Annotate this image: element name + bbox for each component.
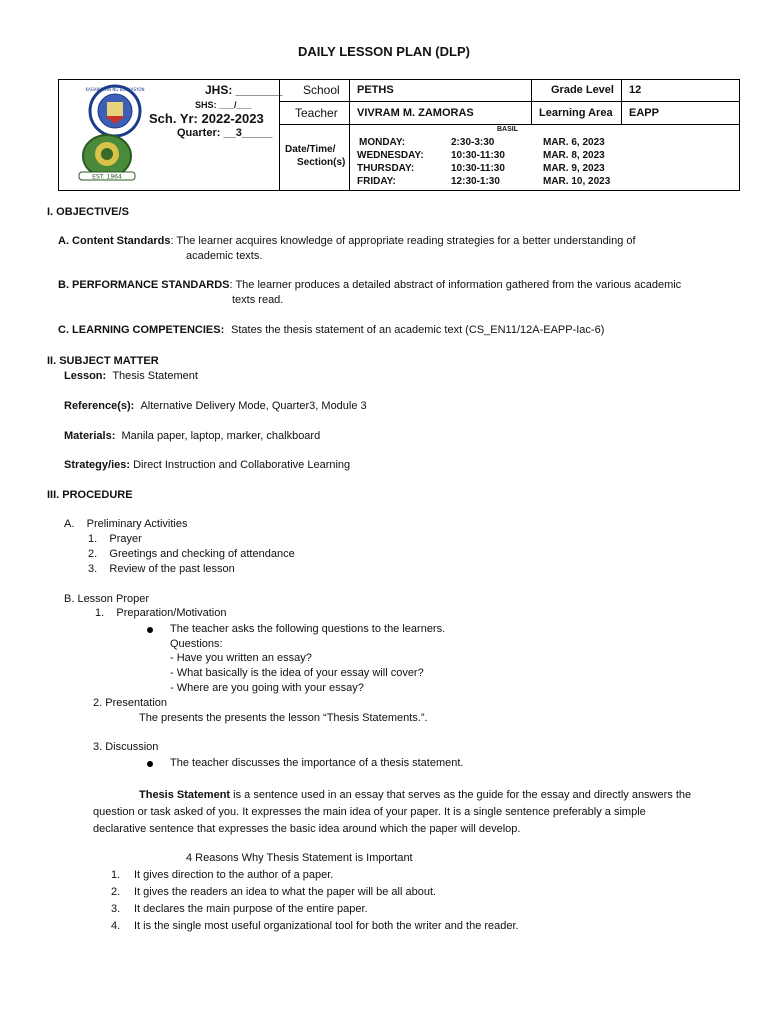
quarter-field: Quarter: __3_____ bbox=[177, 127, 273, 139]
content-standards-cont: academic texts. bbox=[186, 250, 263, 262]
deped-seal-text: KAGAWARAN NG EDUKASYON bbox=[85, 87, 145, 92]
questions-label: Questions: bbox=[170, 638, 223, 650]
list-item: 2. Greetings and checking of attendance bbox=[88, 548, 295, 560]
teacher-value: VIVRAM M. ZAMORAS bbox=[357, 107, 474, 119]
reason-number: 4. bbox=[111, 920, 121, 932]
schedule-time: 10:30-11:30 bbox=[451, 150, 505, 161]
section-name: BASIL bbox=[497, 126, 518, 133]
school-year: Sch. Yr: 2022-2023 bbox=[149, 111, 264, 126]
teacher-label: Teacher bbox=[295, 106, 338, 120]
prep-bullet-text: The teacher asks the following questions to the learners. bbox=[170, 623, 446, 635]
performance-standards-cont: texts read. bbox=[232, 294, 284, 306]
schedule-date: MAR. 10, 2023 bbox=[543, 176, 611, 187]
bullet-icon bbox=[147, 627, 153, 633]
list-item: 1. Prayer bbox=[88, 533, 142, 545]
reasons-heading: 4 Reasons Why Thesis Statement is Important bbox=[186, 852, 413, 864]
shs-field: SHS: ___/___ bbox=[195, 100, 252, 110]
header-table bbox=[58, 79, 740, 191]
deped-seal-icon bbox=[81, 84, 149, 138]
date-time-label: Date/Time/ bbox=[285, 144, 336, 155]
reason-text: It gives the readers an idea to what the paper will be all about. bbox=[134, 886, 437, 898]
preparation-heading: 1. Preparation/Motivation bbox=[95, 607, 227, 619]
bullet-icon bbox=[147, 761, 153, 767]
content-standards-text: : The learner acquires knowledge of appropriate reading strategies for a better understanding of bbox=[170, 235, 636, 247]
section-label: Section(s) bbox=[297, 157, 346, 168]
discussion-heading: 3. Discussion bbox=[93, 741, 159, 753]
schedule-date: MAR. 8, 2023 bbox=[543, 150, 605, 161]
learning-area-value: EAPP bbox=[629, 107, 659, 119]
thesis-definition: Thesis Statement is a sentence used in an essay that serves as the guide for the essay and directly answers the bbox=[139, 789, 692, 801]
schedule-day: FRIDAY: bbox=[357, 176, 396, 187]
question-item: - What basically is the idea of your essay will cover? bbox=[170, 667, 424, 679]
content-standards-label: A. Content Standards bbox=[58, 235, 171, 247]
jhs-field: JHS: _______ bbox=[205, 83, 283, 97]
schedule-time: 12:30-1:30 bbox=[451, 176, 500, 187]
performance-standards bbox=[58, 279, 681, 291]
reason-text: It gives direction to the author of a paper. bbox=[134, 869, 334, 881]
school-seal-text: EST. 1964 bbox=[92, 173, 122, 181]
thesis-definition-line: declarative sentence that expresses the basic idea around which the paper will develop. bbox=[93, 823, 521, 835]
reason-text: It declares the main purpose of the entire paper. bbox=[134, 903, 368, 915]
reason-text: It is the single most useful organizational tool for both the writer and the reader. bbox=[134, 920, 519, 932]
page-title: DAILY LESSON PLAN (DLP) bbox=[298, 44, 470, 59]
question-item: - Where are you going with your essay? bbox=[170, 682, 364, 694]
reason-number: 1. bbox=[111, 869, 121, 881]
performance-standards-text: : The learner produces a detailed abstract of information gathered from the various academic bbox=[229, 279, 682, 291]
schedule-date: MAR. 6, 2023 bbox=[543, 137, 605, 148]
procedure-heading: III. PROCEDURE bbox=[47, 489, 133, 501]
grade-value: 12 bbox=[629, 84, 642, 96]
grade-label: Grade Level bbox=[551, 84, 614, 96]
competencies-text: States the thesis statement of an academic text (CS_EN11/12A-EAPP-Iac-6) bbox=[231, 324, 605, 336]
lesson-proper-heading: B. Lesson Proper bbox=[64, 593, 149, 605]
learning-area-label: Learning Area bbox=[539, 107, 613, 119]
content-standards bbox=[58, 235, 636, 247]
schedule-time: 10:30-11:30 bbox=[451, 163, 505, 174]
list-item: 3. Review of the past lesson bbox=[88, 563, 235, 575]
schedule-day: MONDAY: bbox=[359, 137, 406, 148]
reason-number: 2. bbox=[111, 886, 121, 898]
references-line: Reference(s): Alternative Delivery Mode, Quarter3, Module 3 bbox=[64, 400, 367, 412]
preliminary-heading: A. Preliminary Activities bbox=[64, 518, 188, 530]
reason-number: 3. bbox=[111, 903, 121, 915]
lesson-line: Lesson: Thesis Statement bbox=[64, 370, 198, 382]
discussion-bullet-text: The teacher discusses the importance of a thesis statement. bbox=[170, 757, 464, 769]
schedule-date: MAR. 9, 2023 bbox=[543, 163, 605, 174]
school-seal-icon bbox=[71, 132, 143, 182]
schedule-day: THURSDAY: bbox=[357, 163, 415, 174]
schedule-time: 2:30-3:30 bbox=[451, 137, 495, 148]
school-value: PETHS bbox=[357, 84, 394, 96]
objectives-heading: I. OBJECTIVE/S bbox=[47, 206, 129, 218]
presentation-text: The presents the presents the lesson “Thesis Statements.”. bbox=[139, 712, 428, 724]
performance-standards-label: B. PERFORMANCE STANDARDS bbox=[58, 279, 230, 291]
materials-line: Materials: Manila paper, laptop, marker, chalkboard bbox=[64, 430, 321, 442]
school-label: School bbox=[303, 83, 340, 97]
subject-matter-heading: II. SUBJECT MATTER bbox=[47, 355, 159, 367]
thesis-term: Thesis Statement bbox=[139, 789, 231, 801]
thesis-definition-line: question or task asked of you. It expresses the main idea of your paper. It is a single sentence preferably a simple bbox=[93, 806, 646, 818]
strategy-line: Strategy/ies: Direct Instruction and Collaborative Learning bbox=[64, 459, 351, 471]
presentation-heading: 2. Presentation bbox=[93, 697, 167, 709]
question-item: - Have you written an essay? bbox=[170, 652, 312, 664]
competencies-label: C. LEARNING COMPETENCIES: bbox=[58, 324, 225, 336]
schedule-day: WEDNESDAY: bbox=[357, 150, 424, 161]
